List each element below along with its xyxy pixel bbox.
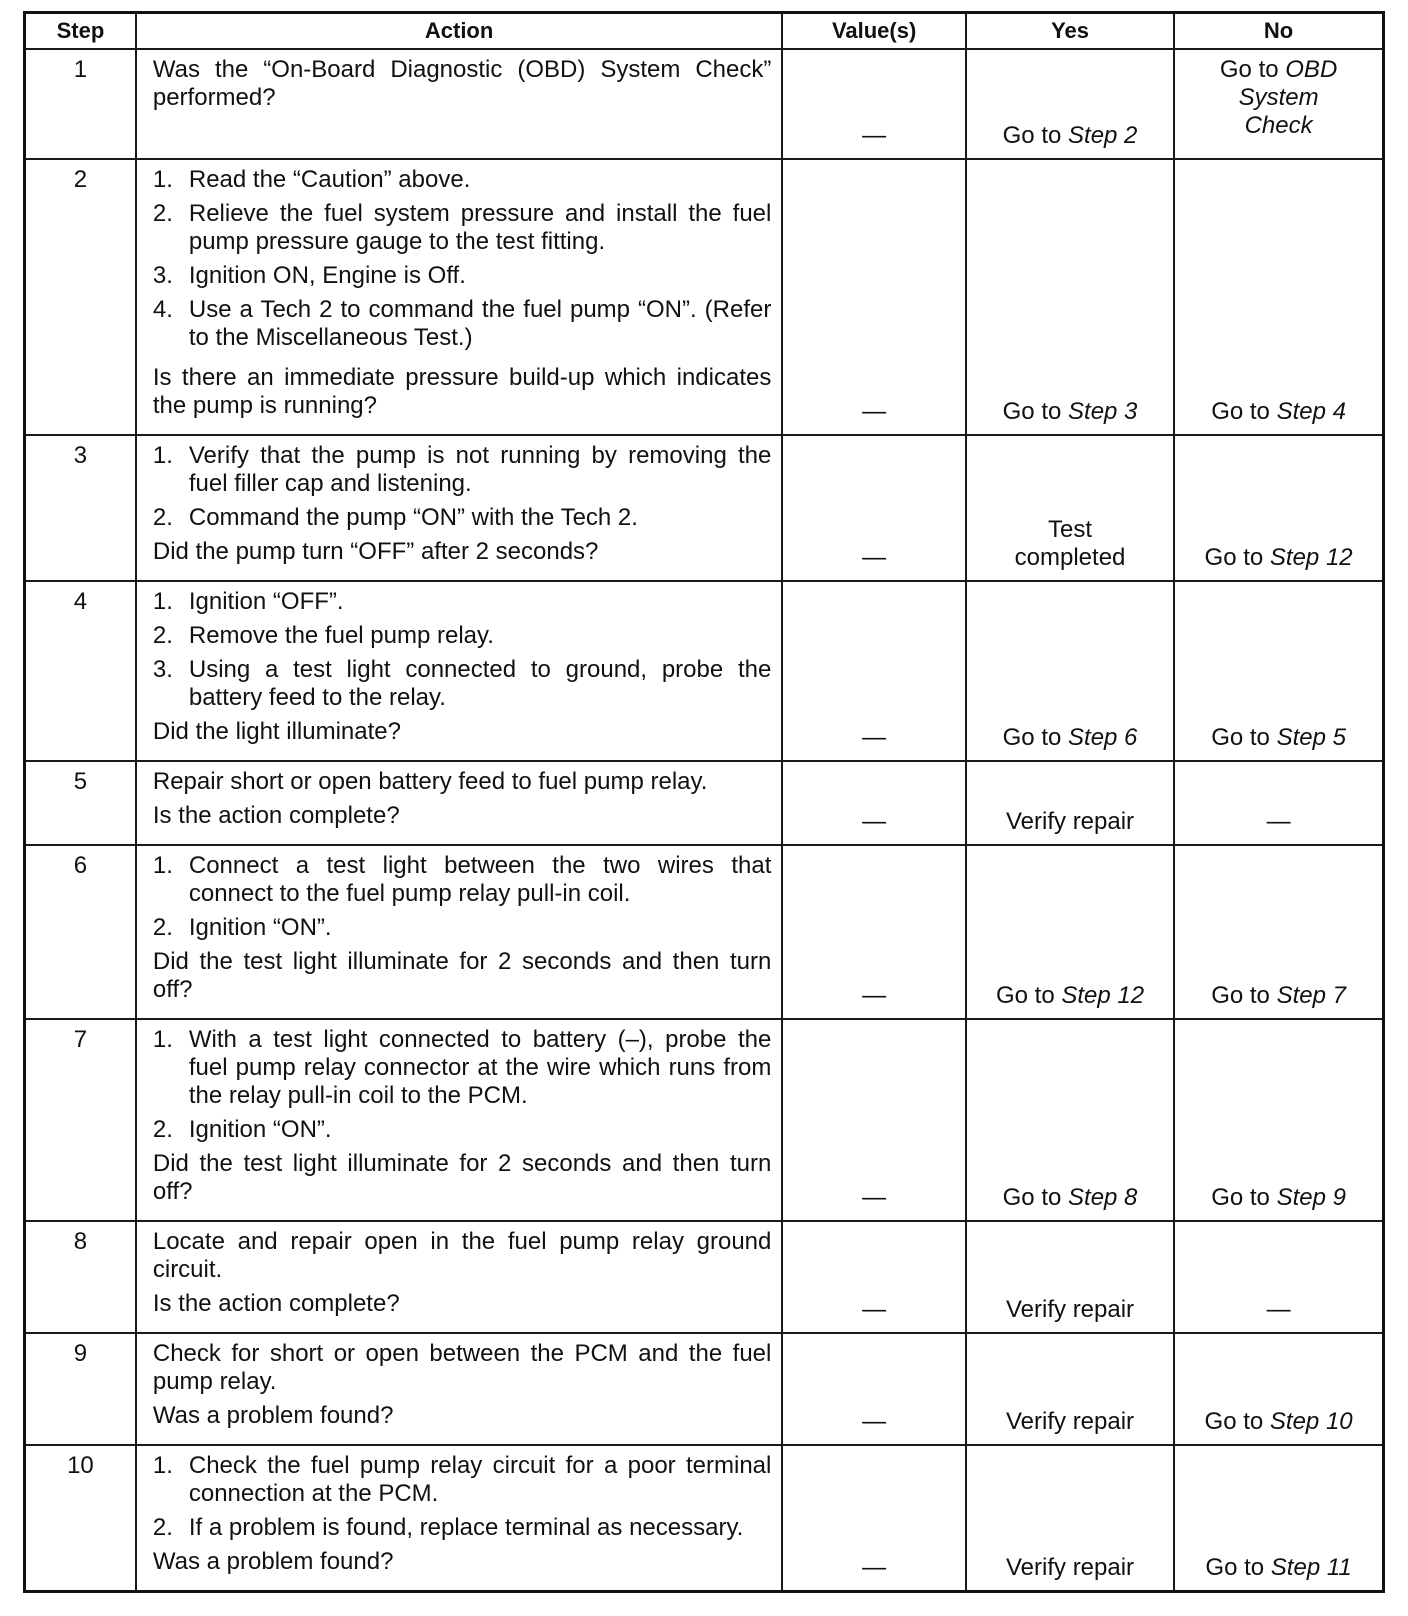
no-step-link[interactable]: Step 10 (1269, 1408, 1353, 1435)
no-cell (1174, 49, 1383, 159)
value-text: — (862, 1184, 887, 1211)
list-text: Using a test light connected to ground, probe the battery feed to the relay. (188, 656, 772, 711)
no-text: — (1266, 808, 1291, 835)
list-text: If a problem is found, replace terminal as necessary. (188, 1514, 744, 1541)
yes-text: Verify repair (1006, 1408, 1135, 1435)
action-cell (136, 435, 783, 581)
step-number: 8 (25, 1221, 136, 1333)
table-row (25, 845, 1384, 1019)
no-text: Go to (1211, 1184, 1277, 1211)
action-intro: Repair short or open battery feed to fuel pump relay. (152, 768, 708, 795)
action-list-item (153, 504, 772, 532)
action-intro: Locate and repair open in the fuel pump relay ground circuit. (152, 1228, 772, 1283)
no-step-link[interactable]: Step 12 (1269, 544, 1353, 571)
action-question: Is there an immediate pressure build-up which indicates the pump is running? (152, 364, 772, 419)
step-number: 10 (25, 1445, 136, 1592)
yes-step-link[interactable]: Step 12 (1061, 982, 1145, 1009)
step-number: 5 (25, 761, 136, 845)
value-text: — (862, 398, 887, 425)
table-row (25, 1445, 1384, 1592)
header-step: Step (25, 13, 136, 50)
list-text: Ignition “OFF”. (188, 588, 344, 615)
action-list (153, 852, 772, 942)
no-step-link[interactable]: Step 4 (1276, 398, 1346, 425)
value-text: — (862, 544, 887, 571)
step-number: 3 (25, 435, 136, 581)
value-text: — (862, 982, 887, 1009)
action-list-item (153, 200, 772, 256)
value-text: — (862, 808, 887, 835)
no-text: Go to (1211, 398, 1277, 425)
yes-text: Verify repair (1006, 1554, 1135, 1581)
list-text: Remove the fuel pump relay. (188, 622, 494, 649)
yes-text: Go to (1002, 724, 1069, 751)
action-list-item (153, 166, 772, 194)
yes-cell (966, 49, 1174, 159)
action-question: Was the “On-Board Diagnostic (OBD) System Check” performed? (152, 56, 772, 111)
list-text: Use a Tech 2 to command the fuel pump “ON”. (Refer to the Miscellaneous Test.) (188, 296, 772, 351)
yes-cell (966, 761, 1174, 845)
table-row (25, 581, 1384, 761)
value-text: — (862, 724, 887, 751)
value-text: — (862, 122, 887, 149)
action-cell (136, 49, 783, 159)
yes-text: Go to (1002, 398, 1069, 425)
value-cell (782, 435, 966, 581)
list-text: Ignition ON, Engine is Off. (188, 262, 466, 289)
action-list-item (153, 588, 772, 616)
action-list-item (153, 656, 772, 712)
action-intro: Check for short or open between the PCM and the fuel pump relay. (152, 1340, 772, 1395)
list-number: 3. (152, 656, 173, 683)
list-number: 1. (152, 852, 173, 879)
value-cell (782, 761, 966, 845)
table-row (25, 159, 1384, 435)
value-cell (782, 1445, 966, 1592)
action-question: Was a problem found? (152, 1548, 394, 1575)
value-cell (782, 159, 966, 435)
list-number: 2. (152, 504, 173, 531)
yes-cell (966, 435, 1174, 581)
yes-text: Verify repair (1006, 808, 1135, 835)
list-number: 1. (152, 442, 173, 469)
value-cell (782, 1333, 966, 1445)
value-cell (782, 1019, 966, 1221)
yes-step-link[interactable]: Step 6 (1068, 724, 1138, 751)
yes-step-link[interactable]: Step 8 (1068, 1184, 1138, 1211)
no-cell (1174, 435, 1383, 581)
yes-cell (966, 1445, 1174, 1592)
action-question: Is the action complete? (152, 1290, 400, 1317)
action-list-item (153, 622, 772, 650)
action-cell (136, 1333, 783, 1445)
value-cell (782, 1221, 966, 1333)
table-row (25, 1221, 1384, 1333)
table-row (25, 761, 1384, 845)
action-list (153, 1452, 772, 1542)
action-question: Did the light illuminate? (152, 718, 401, 745)
action-list-item (153, 442, 772, 498)
action-question: Did the test light illuminate for 2 seconds and then turn off? (152, 1150, 772, 1205)
value-cell (782, 49, 966, 159)
no-cell (1174, 159, 1383, 435)
header-row (25, 13, 1384, 50)
no-cell (1174, 845, 1383, 1019)
no-step-link[interactable]: Step 11 (1270, 1554, 1352, 1581)
list-text: Command the pump “ON” with the Tech 2. (188, 504, 638, 531)
action-cell (136, 581, 783, 761)
step-number: 9 (25, 1333, 136, 1445)
action-cell (136, 1445, 783, 1592)
no-text: Go to (1219, 56, 1286, 83)
header-yes: Yes (966, 13, 1174, 50)
value-text: — (862, 1554, 887, 1581)
no-text: Go to (1211, 724, 1277, 751)
list-text: With a test light connected to battery (–), probe the fuel pump relay connector at the wire which runs from the relay pull-in coil to the PCM. (188, 1026, 772, 1109)
yes-text: Go to (995, 982, 1062, 1009)
table-row (25, 1333, 1384, 1445)
action-list-item (153, 1116, 772, 1144)
action-cell (136, 761, 783, 845)
yes-step-link[interactable]: Step 2 (1068, 122, 1138, 149)
list-number: 2. (152, 914, 173, 941)
action-list-item (153, 1452, 772, 1508)
action-cell (136, 845, 783, 1019)
list-number: 2. (152, 200, 173, 227)
action-list-item (153, 1026, 772, 1110)
list-number: 2. (152, 1514, 173, 1541)
header-no: No (1174, 13, 1383, 50)
list-text: Connect a test light between the two wires that connect to the fuel pump relay pull-in coil. (188, 852, 772, 907)
no-step-link[interactable]: Step 7 (1276, 982, 1346, 1009)
header-values: Value(s) (782, 13, 966, 50)
list-text: Ignition “ON”. (188, 914, 332, 941)
step-number: 6 (25, 845, 136, 1019)
action-list (153, 442, 772, 532)
action-question: Was a problem found? (152, 1402, 394, 1429)
step-number: 1 (25, 49, 136, 159)
action-list (153, 166, 772, 352)
list-number: 1. (152, 1452, 173, 1479)
list-text: Ignition “ON”. (188, 1116, 332, 1143)
yes-cell (966, 581, 1174, 761)
action-list-item (153, 296, 772, 352)
no-text: Go to (1205, 1554, 1271, 1581)
list-number: 3. (152, 262, 173, 289)
action-cell (136, 159, 783, 435)
no-cell (1174, 761, 1383, 845)
no-step-link[interactable]: OBD System Check (1238, 56, 1338, 139)
yes-text: Test completed (1014, 516, 1126, 571)
yes-step-link[interactable]: Step 3 (1068, 398, 1138, 425)
action-list-item (153, 1514, 772, 1542)
action-list (153, 588, 772, 712)
list-text: Read the “Caution” above. (188, 166, 471, 193)
list-number: 2. (152, 622, 173, 649)
value-text: — (862, 1296, 887, 1323)
yes-cell (966, 159, 1174, 435)
value-cell (782, 581, 966, 761)
no-step-link[interactable]: Step 9 (1276, 1184, 1346, 1211)
yes-text: Go to (1002, 122, 1069, 149)
list-number: 4. (152, 296, 173, 323)
yes-text: Verify repair (1006, 1296, 1135, 1323)
table-row (25, 435, 1384, 581)
list-number: 1. (152, 588, 173, 615)
action-question: Did the test light illuminate for 2 seconds and then turn off? (152, 948, 772, 1003)
table-row (25, 49, 1384, 159)
value-text: — (862, 1408, 887, 1435)
list-text: Verify that the pump is not running by removing the fuel filler cap and listening. (188, 442, 772, 497)
action-list-item (153, 914, 772, 942)
yes-cell (966, 845, 1174, 1019)
no-cell (1174, 1333, 1383, 1445)
header-action: Action (136, 13, 783, 50)
yes-cell (966, 1221, 1174, 1333)
action-list (153, 1026, 772, 1144)
yes-cell (966, 1019, 1174, 1221)
action-question: Is the action complete? (152, 802, 400, 829)
no-text: — (1266, 1296, 1291, 1323)
table-body (25, 49, 1384, 1592)
value-cell (782, 845, 966, 1019)
action-list-item (153, 852, 772, 908)
no-cell (1174, 581, 1383, 761)
action-cell (136, 1019, 783, 1221)
list-text: Relieve the fuel system pressure and install the fuel pump pressure gauge to the test fitting. (188, 200, 772, 255)
action-question: Did the pump turn “OFF” after 2 seconds? (152, 538, 599, 565)
no-cell (1174, 1445, 1383, 1592)
table-row (25, 1019, 1384, 1221)
step-number: 7 (25, 1019, 136, 1221)
no-text: Go to (1211, 982, 1277, 1009)
yes-cell (966, 1333, 1174, 1445)
step-number: 4 (25, 581, 136, 761)
no-cell (1174, 1019, 1383, 1221)
list-number: 1. (152, 1026, 173, 1053)
list-text: Check the fuel pump relay circuit for a poor terminal connection at the PCM. (188, 1452, 772, 1507)
list-number: 1. (152, 166, 173, 193)
no-step-link[interactable]: Step 5 (1276, 724, 1346, 751)
action-cell (136, 1221, 783, 1333)
yes-text: Go to (1002, 1184, 1069, 1211)
list-number: 2. (152, 1116, 173, 1143)
diagnostic-table (23, 11, 1385, 1593)
no-text: Go to (1204, 1408, 1270, 1435)
action-list-item (153, 262, 772, 290)
step-number: 2 (25, 159, 136, 435)
no-text: Go to (1204, 544, 1270, 571)
no-cell (1174, 1221, 1383, 1333)
